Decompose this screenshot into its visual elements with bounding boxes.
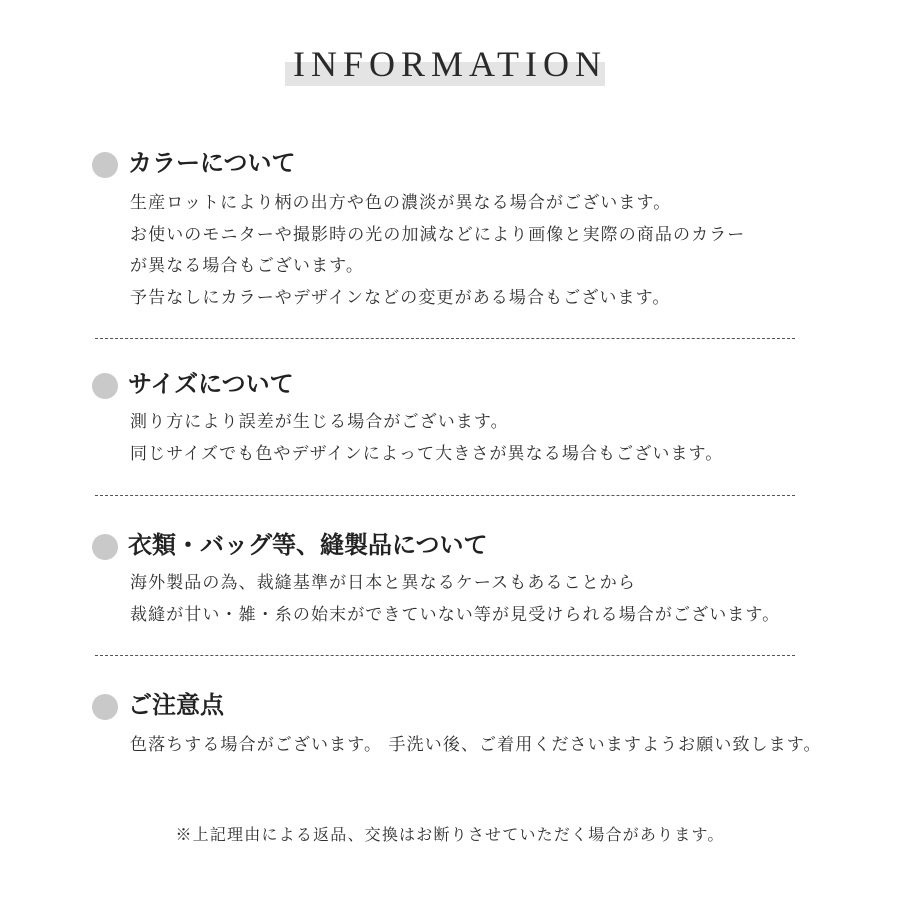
body-line: 生産ロットにより柄の出方や色の濃淡が異なる場合がございます。 bbox=[130, 193, 672, 213]
dashed-divider bbox=[95, 655, 795, 656]
page-title: INFORMATION bbox=[292, 44, 607, 84]
dashed-divider bbox=[95, 338, 795, 339]
section-heading: 衣類・バッグ等、縫製品について bbox=[128, 530, 488, 559]
body-line: 海外製品の為、裁縫基準が日本と異なるケースもあることから bbox=[130, 573, 636, 593]
body-line: 裁縫が甘い・雑・糸の始末ができていない等が見受けられる場合がございます。 bbox=[130, 604, 781, 625]
section-body bbox=[130, 730, 830, 762]
section-heading: カラーについて bbox=[128, 148, 296, 177]
return-policy-note: ※上記理由による返品、交換はお断りさせていただく場合があります。 bbox=[175, 825, 725, 844]
title-block bbox=[0, 40, 900, 100]
body-line: 予告なしにカラーやデザインなどの変更がある場合もございます。 bbox=[130, 287, 671, 308]
section-body bbox=[130, 568, 830, 631]
dashed-divider bbox=[95, 495, 795, 496]
body-line: 測り方により誤差が生じる場合がございます。 bbox=[130, 412, 509, 432]
body-line: 同じサイズでも色やデザインによって大きさが異なる場合もございます。 bbox=[130, 443, 724, 464]
section-body bbox=[130, 188, 830, 314]
section-heading: ご注意点 bbox=[128, 690, 224, 719]
bullet-circle-icon bbox=[92, 373, 118, 399]
section-body bbox=[130, 407, 830, 470]
bullet-circle-icon bbox=[92, 534, 118, 560]
body-line: お使いのモニターや撮影時の光の加減などにより画像と実際の商品のカラー bbox=[130, 224, 746, 245]
section-heading: サイズについて bbox=[128, 369, 294, 398]
body-line: 色落ちする場合がございます。 手洗い後、ご着用くださいますようお願い致します。 bbox=[130, 735, 822, 755]
bullet-circle-icon bbox=[92, 694, 118, 720]
body-line: が異なる場合もございます。 bbox=[130, 256, 364, 276]
bullet-circle-icon bbox=[92, 152, 118, 178]
